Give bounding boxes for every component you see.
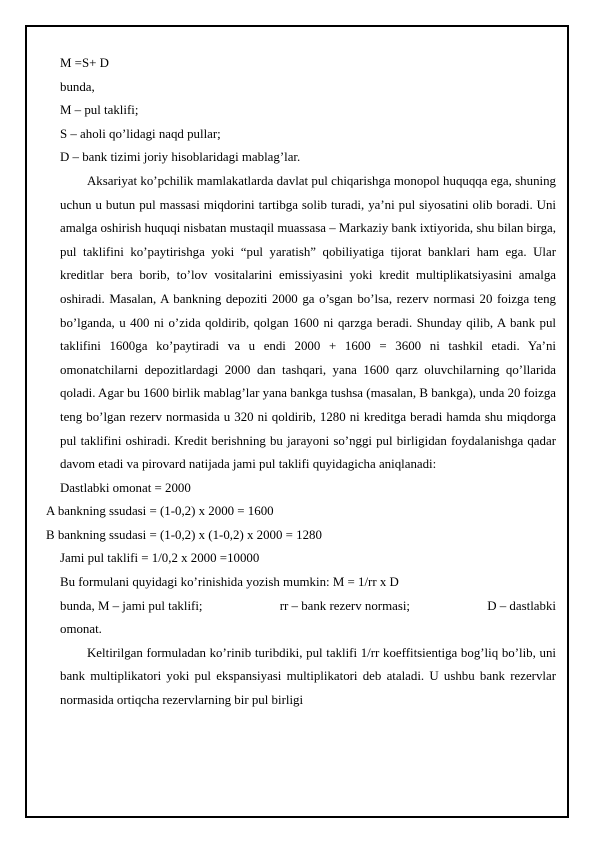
- definition-m: M – pul taklifi;: [60, 103, 139, 118]
- definition-s: S – aholi qo’lidagi naqd pullar;: [60, 126, 221, 141]
- definition-total-money: bunda, M – jami pul taklifi;: [60, 598, 203, 613]
- definition-initial-deposit: D – dastlabki: [487, 598, 556, 613]
- main-formula: M =S+ D: [60, 56, 109, 70]
- paragraph-multiplier: Keltirilgan formuladan ko’rinib turibdiki, pul taklifi 1/rr koeffitsientiga bog’liq bo’lib, uni bank multiplikatori yoki pul ekspansiyasi multiplikatori deb ataladi. U ushbu bank rezervlar normasida ortiqcha rezervlarning bir pul birligi: [60, 645, 556, 708]
- definition-continuation: omonat.: [60, 622, 102, 637]
- document-body: [46, 52, 556, 713]
- calc-total: Jami pul taklifi = 1/0,2 x 2000 =10000: [60, 551, 260, 566]
- formula-intro: Bu formulani quyidagi ko’rinishida yozish mumkin: M = 1/rr x D: [60, 575, 399, 590]
- bunda-label: bunda,: [60, 79, 95, 94]
- definition-d: D – bank tizimi joriy hisoblaridagi mablag’lar.: [60, 150, 301, 165]
- calc-initial-deposit: Dastlabki omonat = 2000: [60, 480, 191, 495]
- formula-definitions: [60, 595, 556, 619]
- definition-reserve-ratio: rr – bank rezerv normasi;: [279, 598, 411, 613]
- calc-bank-b: B bankning ssudasi = (1-0,2) x (1-0,2) x 2000 = 1280: [46, 527, 322, 542]
- calc-bank-a: A bankning ssudasi = (1-0,2) x 2000 = 1600: [46, 504, 274, 519]
- paragraph-money-creation: Aksariyat ko’pchilik mamlakatlarda davlat pul chiqarishga monopol huquqqa ega, shuning uchun u butun pul massasi miqdorini tartibga solib turadi, ya’ni pul siyosatini olib boradi. Uni amalga oshirish huquqi nisbatan mustaqil muassasa – Markaziy bank ixtiyorida, shu bilan birga, pul taklifini ko’paytirishga yoki “pul yaratish” qobiliyatiga tijorat banklari ham ega. Ular kreditlar bera borib, to’lov vositalarini emissiyasini yoki kredit multiplikatsiyasini amalga oshiradi. Masalan, A bankning depoziti 2000 ga o’sgan bo’lsa, rezerv normasi 20 foizga teng bo’lganda, u 400 ni o’zida qoldirib, qolgan 1600 ni qarzga beradi. Shunday qilib, A bank pul taklifini 1600ga ko’paytiradi va u endi 2000 + 1600 = 3600 ni tashkil etadi. Ya’ni omonatchilarni depozitlardagi 2000 dan tashqari, yana 1600 qarz oluvchilarning qo’llarida qoladi. Agar bu 1600 birlik mablag’lar yana bankga tushsa (masalan, B bankga), unda 20 foizga teng bo’lgan rezerv normasida u 320 ni qoldirib, 1280 ni kreditga beradi hamda shu miqdorga pul taklifini oshiradi. Kredit berishning bu jarayoni so’nggi pul birligidan foydalanishga qadar davom etadi va pirovard natijada jami pul taklifi quyidagicha aniqlanadi:: [60, 173, 556, 472]
